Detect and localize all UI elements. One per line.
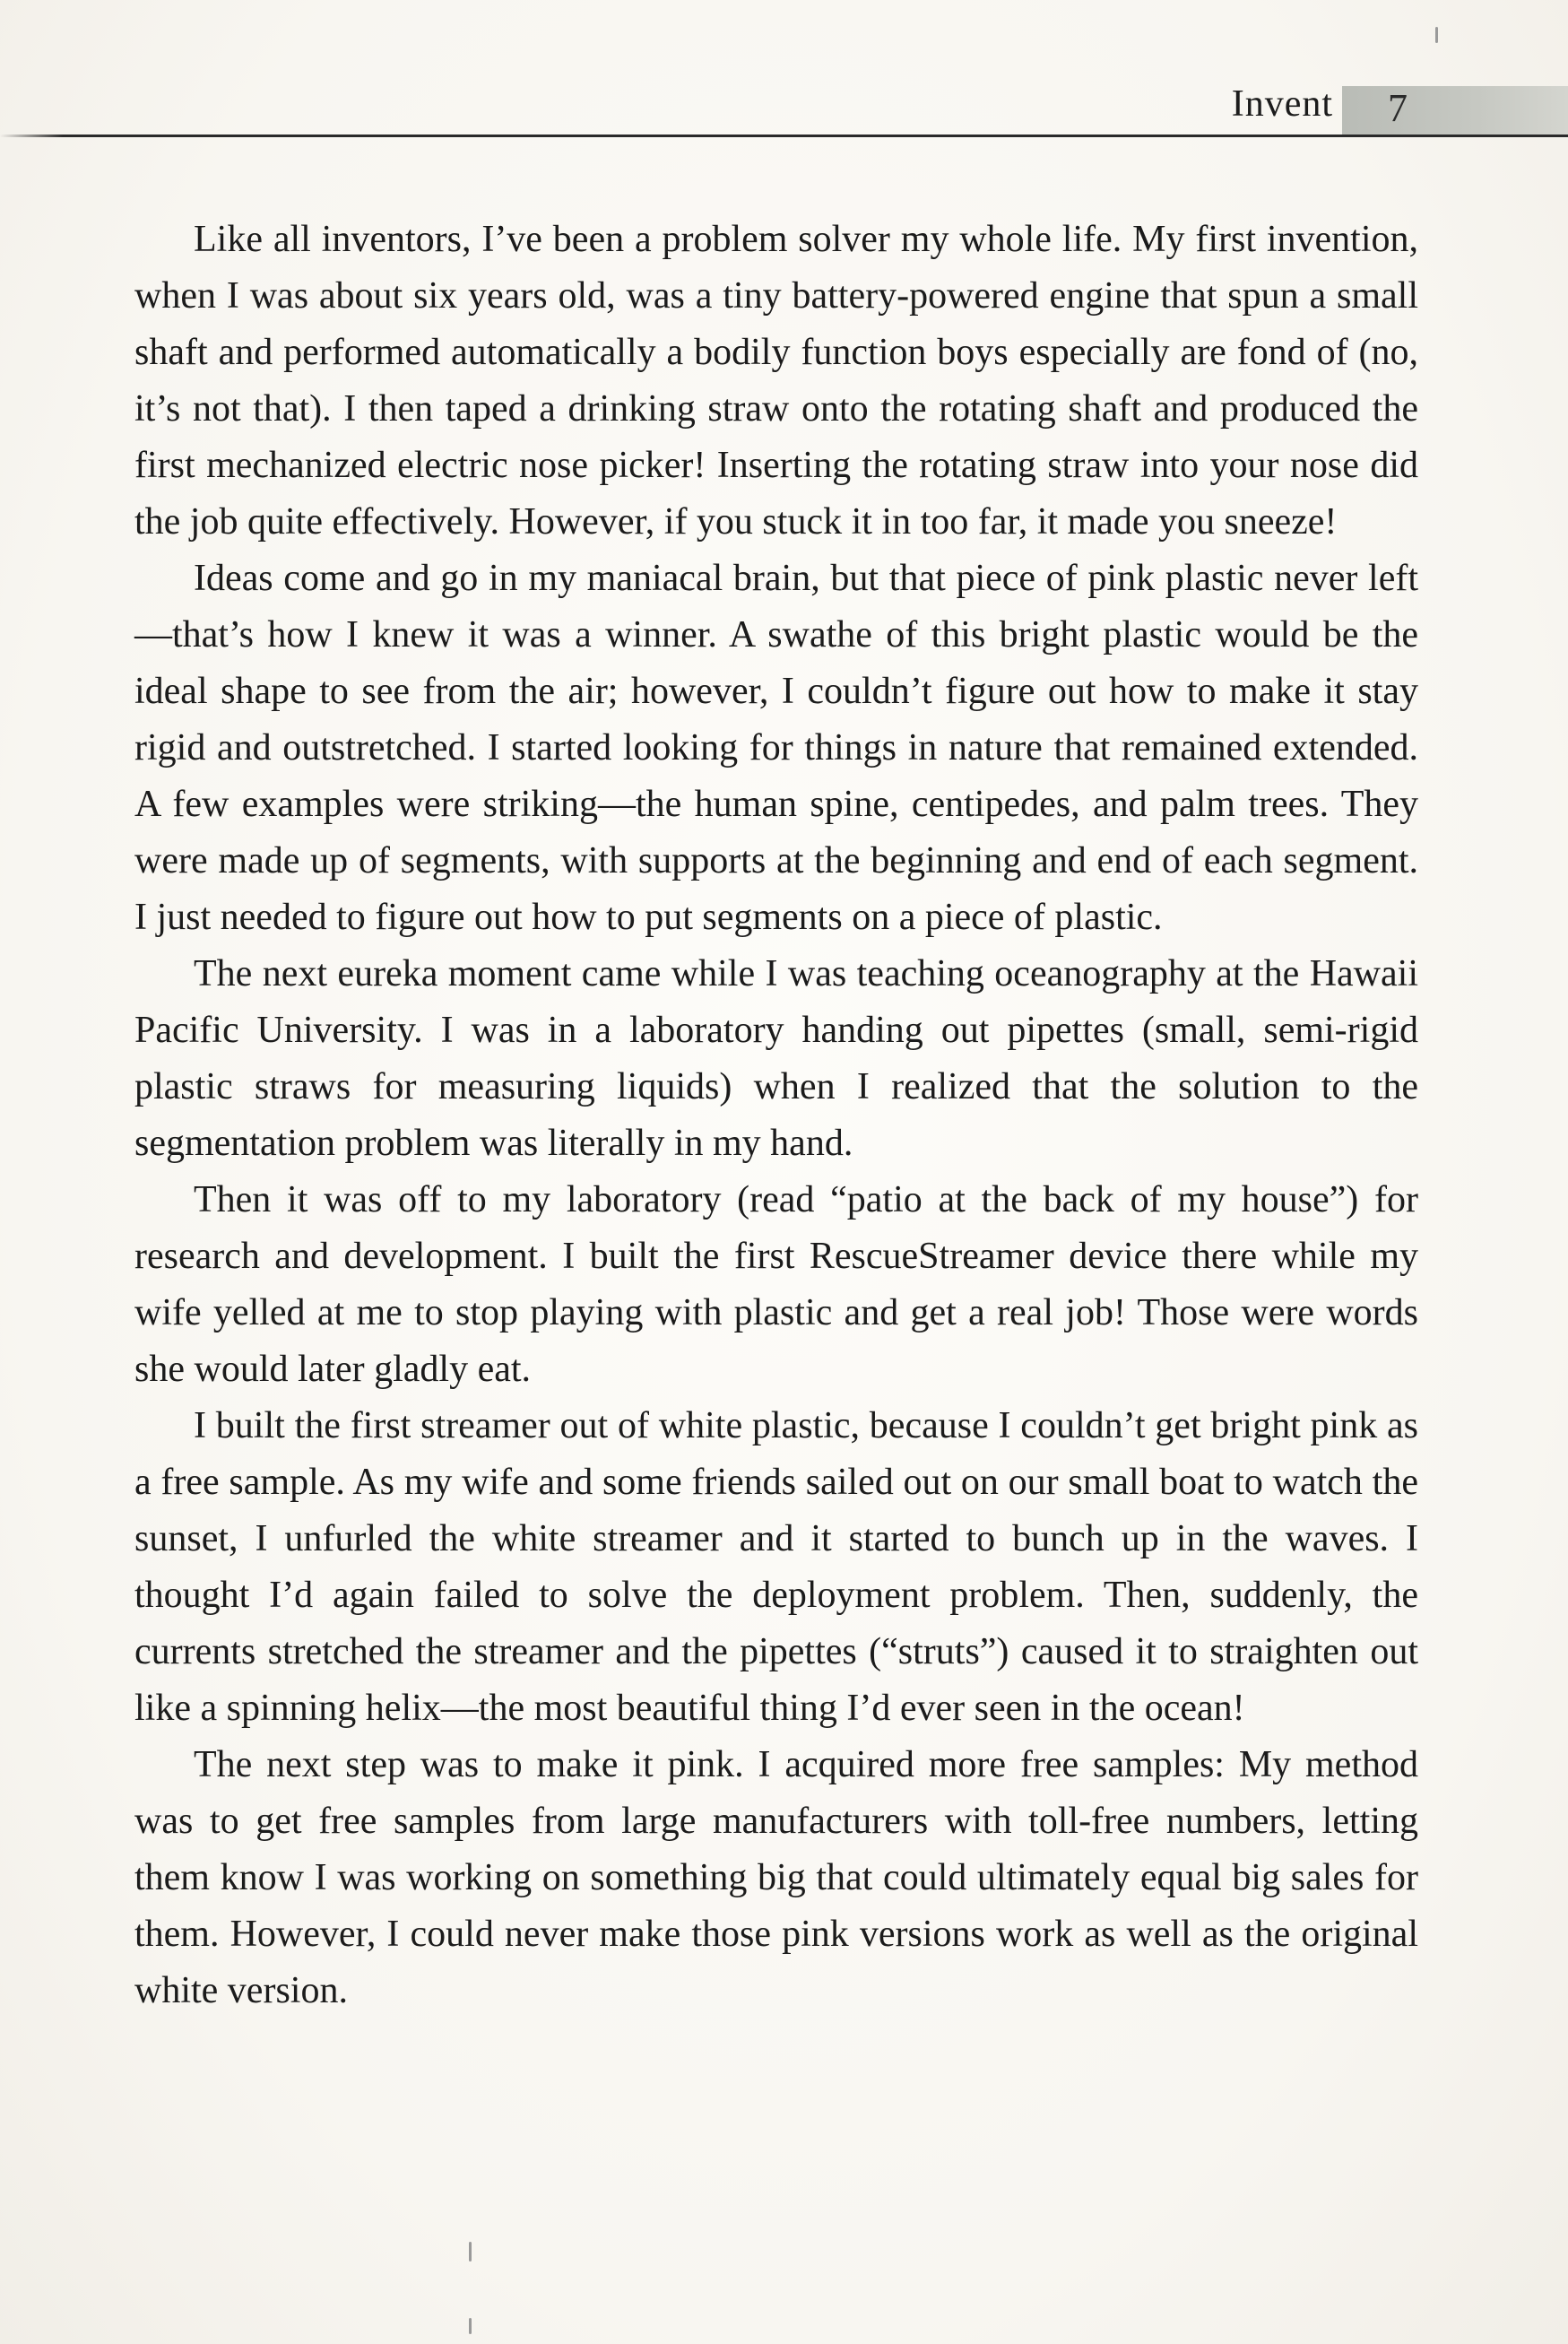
paragraph-6: The next step was to make it pink. I acquired more free samples: My method was to get free samples from large manufacturers with toll-free numbers, letting them know I was working on something big that could ultimately equal big sales for them. However, I could never make those pink versions work as well as the original white version. — [134, 1744, 1418, 2011]
page-number: 7 — [1388, 86, 1408, 130]
running-head: Invent — [1231, 83, 1333, 125]
paragraph-5: I built the first streamer out of white plastic, because I couldn’t get bright pink as a free sample. As my wife and some friends sailed out on our small boat to watch the sunset, I unfurled the white streamer and it started to bunch up in the waves. I thought I’d again failed to solve the deployment problem. Then, suddenly, the currents stretched the streamer and the pipettes (“struts”) caused it to straighten out like a spinning helix—the most beautiful thing I’d ever seen in the ocean! — [134, 1405, 1418, 1729]
scan-speck — [1435, 27, 1438, 43]
page-header — [0, 0, 1568, 143]
paragraph-2: Ideas come and go in my maniacal brain, but that piece of pink plastic never left—that’s how I knew it was a winner. A swathe of this bright plastic would be the ideal shape to see from the air; however, I couldn’t figure out how to make it stay rigid and outstretched. I started looking for things in nature that remained extended. A few examples were striking—the human spine, centipedes, and palm trees. They were made up of segments, with supports at the beginning and end of each segment. I just needed to figure out how to put segments on a piece of plastic. — [134, 558, 1418, 938]
scan-speck — [469, 2318, 472, 2334]
page-number-tab — [1342, 86, 1568, 135]
scan-speck — [469, 2242, 472, 2262]
paragraph-4: Then it was off to my laboratory (read “patio at the back of my house”) for research and development. I built the first RescueStreamer device there while my wife yelled at me to stop playing with plastic and get a real job! Those were words she would later gladly eat. — [134, 1179, 1418, 1390]
paragraph-1: Like all inventors, I’ve been a problem solver my whole life. My first invention, when I was about six years old, was a tiny battery-powered engine that spun a small shaft and performed automatically a bodily function boys especially are fond of (no, it’s not that). I then taped a drinking straw onto the rotating shaft and produced the first mechanized electric nose picker! Inserting the rotating straw into your nose did the job quite effectively. However, if you stuck it in too far, it made you sneeze! — [134, 219, 1418, 543]
header-rule — [0, 135, 1568, 137]
paragraph-3: The next eureka moment came while I was teaching oceanography at the Hawaii Pacific University. I was in a laboratory handing out pipettes (small, semi-rigid plastic straws for measuring liquids) when I realized that the solution to the segmentation problem was literally in my hand. — [134, 953, 1418, 1164]
body-text — [134, 212, 1418, 2019]
